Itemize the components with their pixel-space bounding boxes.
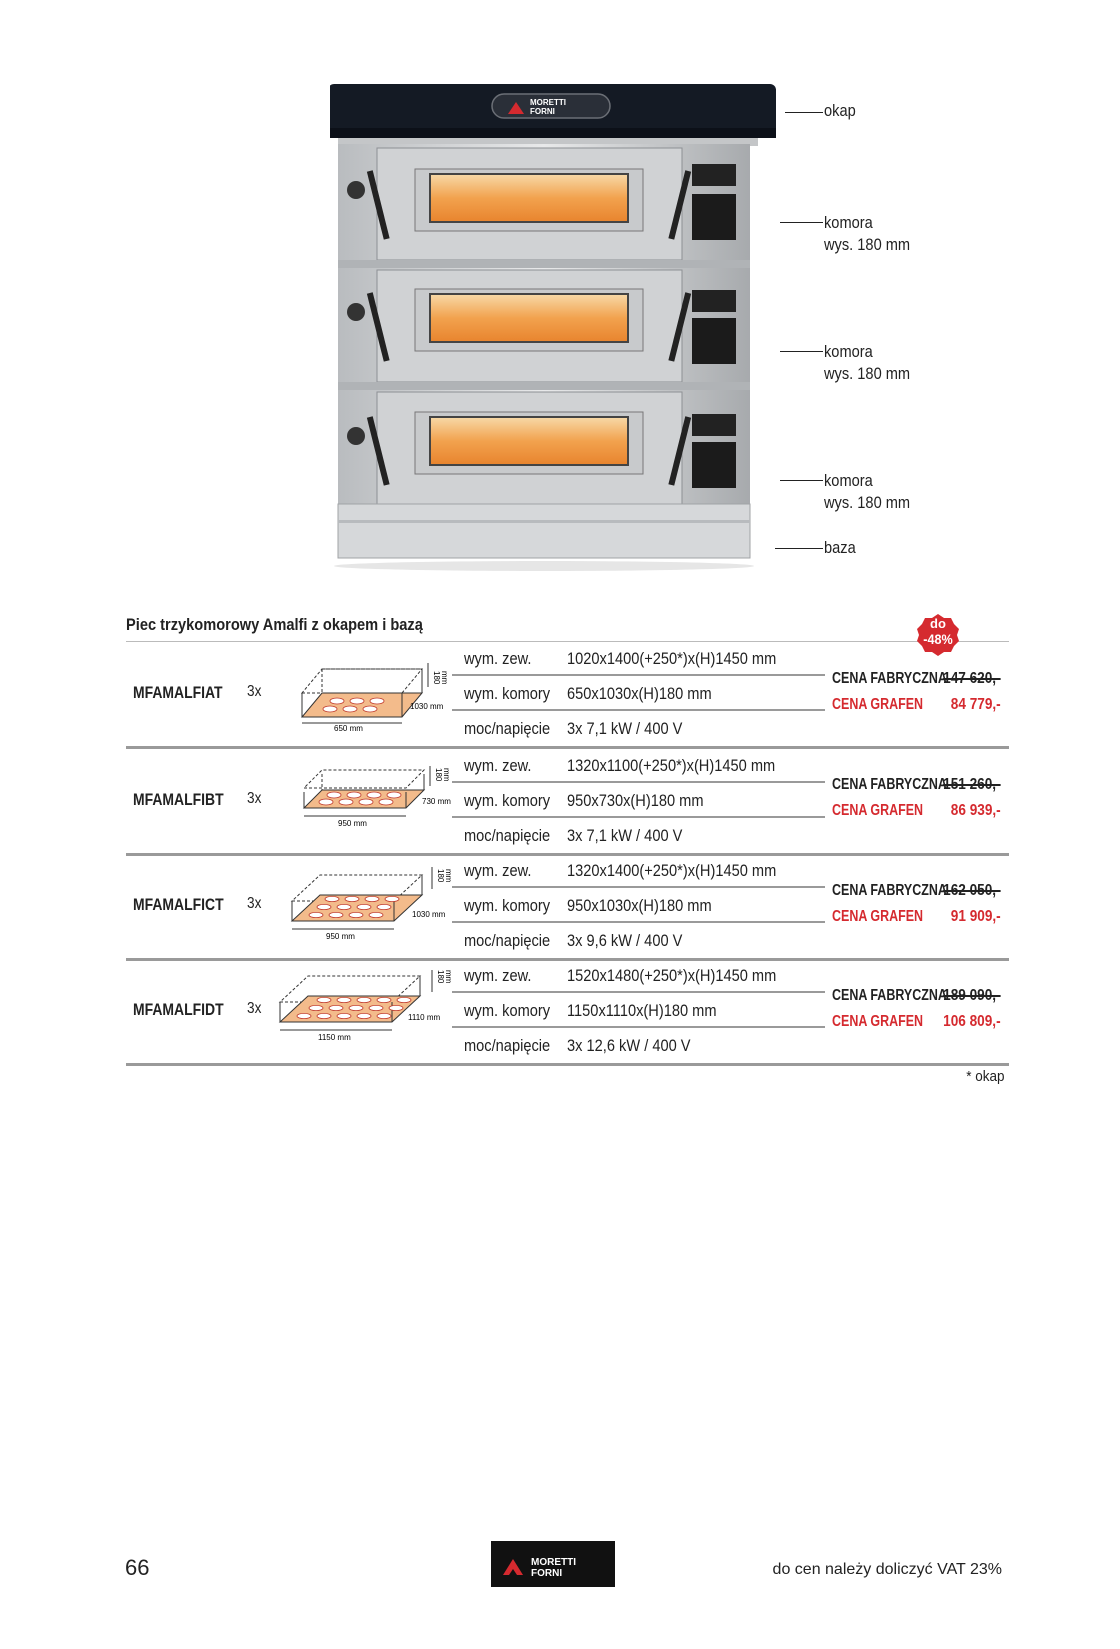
svg-text:FORNI: FORNI [530,107,555,116]
svg-text:730 mm: 730 mm [422,797,451,806]
product-row: MFAMALFIBT 3x 950 mm 730 mm 180 mm wym. zew. 1320x1100(+250*)x(H)1450 mm wym. komory 950x730x(H)180 mm moc/napięcie 3x 7,1 kW / 400 V CENA FABRYCZNA 151 260,- CENA GRAFEN 86 939,- [126,750,1009,854]
product-code: MFAMALFIBT [133,790,224,809]
grafen-price: 86 939,- [951,802,1001,819]
spec-chamber-dimensions: wym. komory 950x1030x(H)180 mm [452,890,825,923]
factory-price: 162 050,- [943,882,1001,899]
grafen-price: 91 909,- [951,908,1001,925]
product-row: MFAMALFICT 3x 950 mm 1030 mm 180 mm wym. zew. 1320x1400(+250*)x(H)1450 mm wym. komory 950x1030x(H)180 mm moc/napięcie 3x 9,6 kW / 400 V CENA FABRYCZNA 162 050,- CENA GRAFEN 91 909,- [126,855,1009,959]
svg-text:180: 180 [436,970,445,984]
tray-diagram [294,756,474,840]
spec-power: moc/napięcie 3x 7,1 kW / 400 V [464,826,683,845]
product-row: MFAMALFIAT 3x 650 mm 1030 mm 180 mm wym. zew. 1020x1400(+250*)x(H)1450 mm wym. komory 650x1030x(H)180 mm moc/napięcie 3x 7,1 kW / 400 V CENA FABRYCZNA 147 620,- CENA GRAFEN 84 779,- [126,643,1009,747]
callout-base: baza [824,538,856,557]
factory-price: 147 620,- [943,670,1001,687]
spec-power: moc/napięcie 3x 12,6 kW / 400 V [464,1036,691,1055]
vat-note: do cen należy doliczyć VAT 23% [772,1561,1002,1578]
chamber-count: 3x [247,895,262,912]
callout-hood: okap [824,101,856,120]
page-number: 66 [125,1555,150,1580]
tray-diagram [282,861,462,945]
svg-text:1150 mm: 1150 mm [318,1033,351,1042]
chamber-3 [347,392,736,504]
product-row: MFAMALFIDT 3x 1150 mm 1110 mm 180 mm wym. zew. 1520x1480(+250*)x(H)1450 mm wym. komory 1150x1110x(H)180 mm moc/napięcie 3x 12,6 kW / 400 V CENA FABRYCZNA 189 090,- CENA GRAFEN 106 809,- [126,960,1009,1064]
moretti-forni-logo [491,1541,615,1587]
callout-chamber-1: komora wys. 180 mm [824,213,911,254]
spec-outer-dimensions: wym. zew. 1020x1400(+250*)x(H)1450 mm [452,643,825,676]
product-code: MFAMALFICT [133,895,224,914]
spec-outer-dimensions: wym. zew. 1320x1400(+250*)x(H)1450 mm [452,855,825,888]
svg-text:180: 180 [432,671,441,685]
svg-text:1030 mm: 1030 mm [410,702,444,711]
svg-text:mm: mm [444,970,453,984]
spec-outer-dimensions: wym. zew. 1520x1480(+250*)x(H)1450 mm [452,960,825,993]
svg-text:1030 mm: 1030 mm [412,910,446,919]
svg-text:FORNI: FORNI [531,1568,563,1579]
hood-logo-text: MORETTI [530,98,566,107]
chamber-count: 3x [247,1000,262,1017]
chamber-count: 3x [247,683,262,700]
callout-chamber-3: komora wys. 180 mm [824,471,911,512]
spec-power: moc/napięcie 3x 9,6 kW / 400 V [464,931,683,950]
factory-price: 151 260,- [943,776,1001,793]
chamber-1 [347,148,736,260]
chamber-2 [347,270,736,382]
discount-badge: do -48% [917,614,959,656]
spec-chamber-dimensions: wym. komory 1150x1110x(H)180 mm [452,995,825,1028]
tray-diagram [274,966,454,1050]
section-title: Piec trzykomorowy Amalfi z okapem i bazą [126,615,423,634]
grafen-price: 84 779,- [951,696,1001,713]
svg-text:180: 180 [436,869,445,883]
svg-text:mm: mm [440,671,449,685]
svg-text:950 mm: 950 mm [338,819,367,828]
grafen-price: 106 809,- [943,1013,1001,1030]
tray-diagram [292,649,472,733]
product-code: MFAMALFIAT [133,683,223,702]
svg-text:mm: mm [444,869,453,883]
spec-chamber-dimensions: wym. komory 950x730x(H)180 mm [452,785,825,818]
spec-chamber-dimensions: wym. komory 650x1030x(H)180 mm [452,678,825,711]
footnote: * okap [966,1068,1005,1085]
svg-text:mm: mm [442,768,451,782]
spec-power: moc/napięcie 3x 7,1 kW / 400 V [464,719,683,738]
product-code: MFAMALFIDT [133,1000,224,1019]
spec-outer-dimensions: wym. zew. 1320x1100(+250*)x(H)1450 mm [452,750,825,783]
svg-text:650 mm: 650 mm [334,724,363,733]
oven-image [330,84,785,574]
callout-chamber-2: komora wys. 180 mm [824,342,911,383]
svg-text:950 mm: 950 mm [326,932,355,941]
chamber-count: 3x [247,790,262,807]
svg-text:1110 mm: 1110 mm [408,1013,441,1022]
svg-text:180: 180 [434,768,443,782]
factory-price: 189 090,- [943,987,1001,1004]
title-divider [126,641,1009,642]
svg-text:MORETTI: MORETTI [531,1557,576,1568]
